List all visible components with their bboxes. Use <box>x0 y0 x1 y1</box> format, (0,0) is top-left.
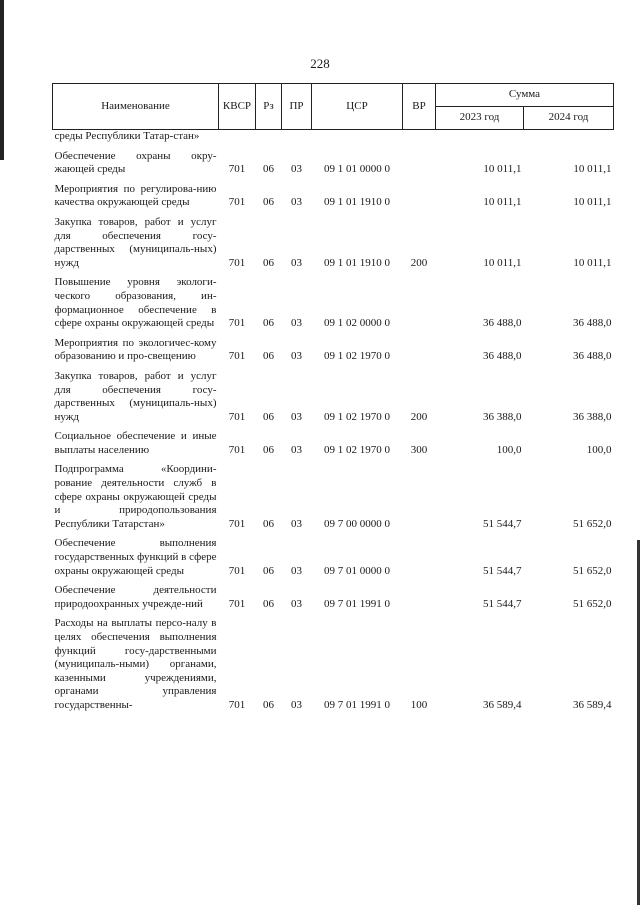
row-kvsr: 701 <box>228 317 246 330</box>
row-csr: 09 1 01 1910 0 <box>324 196 390 209</box>
row-csr: 09 1 01 0000 0 <box>324 163 390 176</box>
row-pr: 03 <box>291 163 302 176</box>
header-name: Наименование <box>53 84 219 130</box>
row-name: Обеспечение деятельности природоохранных учрежде-ний <box>54 584 217 610</box>
row-amount-2024: 51 652,0 <box>573 564 612 577</box>
row-kvsr <box>219 130 256 147</box>
row-vr <box>403 334 436 367</box>
row-pr: 03 <box>291 597 302 610</box>
table-row <box>53 213 614 273</box>
row-rz: 06 <box>263 317 274 330</box>
row-vr: 200 <box>410 256 428 269</box>
row-name: Обеспечение охраны окру-жающей среды <box>54 149 217 176</box>
row-kvsr: 701 <box>228 698 246 711</box>
row-vr <box>403 273 436 333</box>
row-vr: 100 <box>410 698 428 711</box>
row-vr: 200 <box>410 410 428 423</box>
row-rz: 06 <box>263 597 274 610</box>
row-name: Мероприятия по регулирова-нию качества окружающей среды <box>54 182 217 209</box>
table-body <box>53 130 614 716</box>
row-name: Закупка товаров, работ и услуг для обеспечения госу-дарственных (муниципаль-ных) нужд <box>54 215 217 269</box>
row-pr <box>282 130 312 147</box>
row-pr: 03 <box>291 698 302 711</box>
row-amount-2024: 36 388,0 <box>573 410 612 423</box>
row-csr <box>312 130 403 147</box>
row-amount-2024: 51 652,0 <box>573 517 612 530</box>
row-pr: 03 <box>291 256 302 269</box>
row-kvsr: 701 <box>228 410 246 423</box>
table-row <box>53 147 614 180</box>
row-csr: 09 7 00 0000 0 <box>324 517 390 530</box>
row-name: Подпрограмма «Координи-рование деятельности служб в сфере охраны окружающей среды и природопользования Республики Татарстан» <box>54 463 217 530</box>
row-pr: 03 <box>291 410 302 423</box>
row-rz: 06 <box>263 196 274 209</box>
table-row <box>53 273 614 333</box>
row-amount-2023: 36 589,4 <box>483 698 522 711</box>
row-pr: 03 <box>291 317 302 330</box>
table-row <box>53 427 614 460</box>
budget-table <box>52 83 614 716</box>
page-number: 228 <box>310 56 330 71</box>
row-rz: 06 <box>263 256 274 269</box>
row-vr: 300 <box>410 443 428 456</box>
table-row <box>53 367 614 427</box>
row-amount-2024: 10 011,1 <box>573 256 612 269</box>
row-amount-2023: 10 011,1 <box>483 256 522 269</box>
row-rz: 06 <box>263 564 274 577</box>
row-rz: 06 <box>263 410 274 423</box>
row-name: Расходы на выплаты персо-налу в целях обеспечения выполнения функций госу-дарственными (муниципаль-ными) органами, казенными учреждениями, органами управления государственны- <box>54 617 217 711</box>
row-amount-2024: 36 488,0 <box>573 350 612 363</box>
row-vr <box>403 581 436 614</box>
header-year-2024: 2024 год <box>524 107 614 130</box>
scan-edge-left <box>0 0 4 160</box>
row-amount-2024: 10 011,1 <box>573 163 612 176</box>
row-pr: 03 <box>291 196 302 209</box>
row-amount-2023: 10 011,1 <box>483 196 522 209</box>
row-amount-2024: 10 011,1 <box>573 196 612 209</box>
row-name: среды Республики Татар-стан» <box>54 130 200 142</box>
row-name: Повышение уровня экологи-ческого образования, ин-формационное обеспечение в сфере охраны окружающей среды <box>54 276 217 330</box>
row-amount-2023: 51 544,7 <box>483 597 522 610</box>
row-kvsr: 701 <box>228 350 246 363</box>
row-name: Обеспечение выполнения государственных функций в сфере охраны окружающей среды <box>54 537 217 577</box>
row-amount-2023 <box>436 130 524 147</box>
row-amount-2024: 36 488,0 <box>573 317 612 330</box>
table-row <box>53 534 614 581</box>
table-row <box>53 581 614 614</box>
row-kvsr: 701 <box>228 597 246 610</box>
row-name: Социальное обеспечение и иные выплаты населению <box>54 430 217 456</box>
row-kvsr: 701 <box>228 443 246 456</box>
row-vr <box>403 147 436 180</box>
row-rz <box>256 130 282 147</box>
row-amount-2023: 36 488,0 <box>483 350 522 363</box>
row-amount-2023: 100,0 <box>496 443 522 456</box>
row-rz: 06 <box>263 517 274 530</box>
header-vr: ВР <box>403 84 436 130</box>
header-year-2023: 2023 год <box>436 107 524 130</box>
row-amount-2023: 10 011,1 <box>483 163 522 176</box>
row-amount-2023: 51 544,7 <box>483 517 522 530</box>
row-csr: 09 7 01 0000 0 <box>324 564 390 577</box>
header-sum: Сумма <box>436 84 614 107</box>
header-kvsr: КВСР <box>219 84 256 130</box>
table-row <box>53 334 614 367</box>
row-kvsr: 701 <box>228 564 246 577</box>
row-kvsr: 701 <box>228 256 246 269</box>
table-row <box>53 460 614 534</box>
row-vr <box>403 460 436 534</box>
row-rz: 06 <box>263 350 274 363</box>
row-pr: 03 <box>291 443 302 456</box>
row-csr: 09 7 01 1991 0 <box>324 698 390 711</box>
row-kvsr: 701 <box>228 163 246 176</box>
row-csr: 09 1 02 1970 0 <box>324 443 390 456</box>
header-pr: ПР <box>282 84 312 130</box>
row-kvsr: 701 <box>228 196 246 209</box>
row-amount-2023: 51 544,7 <box>483 564 522 577</box>
row-pr: 03 <box>291 564 302 577</box>
row-pr: 03 <box>291 350 302 363</box>
row-amount-2024 <box>524 130 614 147</box>
row-csr: 09 1 01 1910 0 <box>324 256 390 269</box>
row-csr: 09 1 02 0000 0 <box>324 317 390 330</box>
row-pr: 03 <box>291 517 302 530</box>
row-rz: 06 <box>263 698 274 711</box>
row-kvsr: 701 <box>228 517 246 530</box>
row-amount-2023: 36 488,0 <box>483 317 522 330</box>
row-amount-2024: 36 589,4 <box>573 698 612 711</box>
table-header <box>53 84 614 130</box>
row-csr: 09 1 02 1970 0 <box>324 410 390 423</box>
row-name: Закупка товаров, работ и услуг для обеспечения госу-дарственных (муниципаль-ных) нужд <box>54 369 217 423</box>
row-amount-2023: 36 388,0 <box>483 410 522 423</box>
header-csr: ЦСР <box>312 84 403 130</box>
table-row <box>53 180 614 213</box>
row-rz: 06 <box>263 443 274 456</box>
row-csr: 09 7 01 1991 0 <box>324 597 390 610</box>
row-amount-2024: 100,0 <box>586 443 612 456</box>
row-vr <box>403 180 436 213</box>
table-row <box>53 130 614 147</box>
header-rz: Рз <box>256 84 282 130</box>
row-vr <box>403 130 436 147</box>
table-row <box>53 614 614 715</box>
row-csr: 09 1 02 1970 0 <box>324 350 390 363</box>
row-name: Мероприятия по экологичес-кому образованию и про-свещению <box>54 336 217 363</box>
row-amount-2024: 51 652,0 <box>573 597 612 610</box>
row-rz: 06 <box>263 163 274 176</box>
row-vr <box>403 534 436 581</box>
